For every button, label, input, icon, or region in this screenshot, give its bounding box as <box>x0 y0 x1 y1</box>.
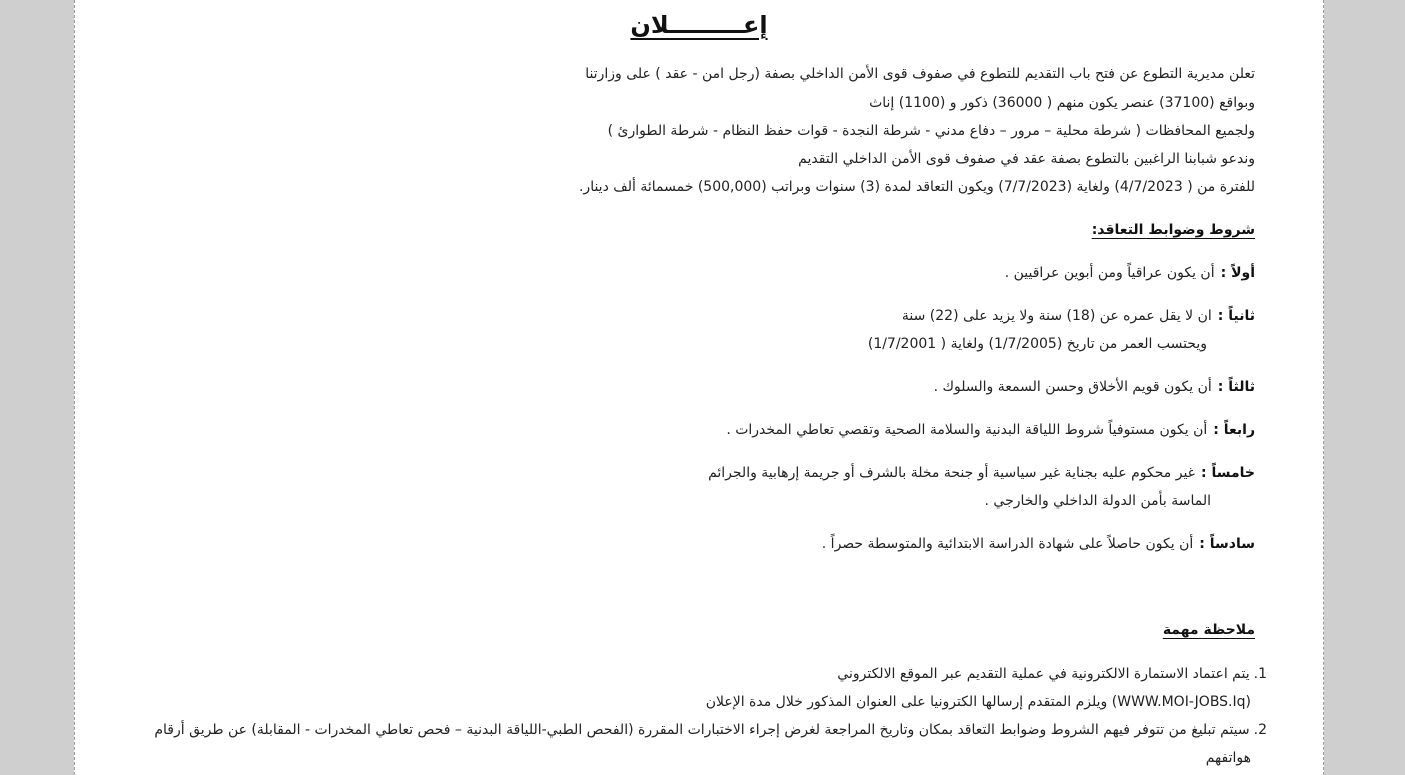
document-page <box>74 0 1324 775</box>
intro-line: ولجميع المحافظات ( شرطة محلية – مرور – دفاع مدني - شرطة النجدة - قوات حفظ النظام - شرطة الطوارئ ) <box>607 123 1255 139</box>
note-continuation: هواتفهم <box>1205 750 1251 766</box>
condition-label: رابعاً : <box>1213 422 1255 438</box>
announcement-title: إعـــــــــلان <box>630 11 768 39</box>
note-number: 2. <box>1253 722 1267 738</box>
condition-label: سادساً : <box>1199 536 1255 552</box>
note-text: سيتم تبليغ من تتوفر فيهم الشروط وضوابط التعاقد بمكان وتاريخ المراجعة لغرض إجراء الاختبارات المقررة (الفحص الطبي-اللياقة البدنية – فحص تعاطي المخدرات - المقابلة) عن طريق أرقام <box>154 722 1250 738</box>
intro-line: للفترة من ( 4/7/2023) ولغاية (7/7/2023) ويكون التعاقد لمدة (3) سنوات وبراتب (500,000) خمسمائة ألف دينار. <box>578 179 1255 195</box>
note-number: 1. <box>1253 666 1267 682</box>
intro-line: وبواقع (37100) عنصر يكون منهم ( 36000) ذكور و (1100) إناث <box>869 95 1255 111</box>
condition-text: أن يكون قويم الأخلاق وحسن السمعة والسلوك . <box>933 379 1212 395</box>
condition-item <box>934 377 1255 397</box>
condition-continuation: الماسة بأمن الدولة الداخلي والخارجي . <box>984 493 1211 509</box>
condition-item <box>708 463 1255 483</box>
condition-label: خامساً : <box>1201 465 1255 481</box>
intro-line: تعلن مديرية التطوع عن فتح باب التقديم للتطوع في صفوف قوى الأمن الداخلي بصفة (رجل امن - عقد ) على وزارتنا <box>585 66 1255 82</box>
note-item <box>837 664 1267 684</box>
intro-line: وندعو شبابنا الراغبين بالتطوع بصفة عقد في صفوف قوى الأمن الداخلي التقديم <box>798 151 1255 167</box>
condition-text: ان لا يقل عمره عن (18) سنة ولا يزيد على (22) سنة <box>901 308 1212 324</box>
condition-label: أولاً : <box>1220 265 1255 281</box>
condition-text: أن يكون عراقياً ومن أبوين عراقيين . <box>1004 265 1215 281</box>
note-text: يتم اعتماد الاستمارة الالكترونية في عملية التقديم عبر الموقع الالكتروني <box>837 666 1250 682</box>
condition-continuation: ويحتسب العمر من تاريخ (1/7/2005) ولغاية ( 1/7/2001) <box>867 336 1207 352</box>
condition-label: ثالثاً : <box>1217 379 1255 395</box>
condition-item <box>902 306 1255 326</box>
condition-item <box>1005 263 1255 283</box>
condition-text: غير محكوم عليه بجناية غير سياسية أو جنحة مخلة بالشرف أو جريمة إرهابية والجرائم <box>708 465 1195 481</box>
condition-label: ثانياً : <box>1217 308 1255 324</box>
note-item <box>154 720 1267 740</box>
conditions-heading: شروط وضوابط التعاقد: <box>1091 222 1255 238</box>
condition-item <box>822 534 1255 554</box>
condition-text: أن يكون حاصلاً على شهادة الدراسة الابتدائية والمتوسطة حصراً . <box>821 536 1194 552</box>
condition-text: أن يكون مستوفياً شروط اللياقة البدنية والسلامة الصحية وتقصي تعاطي المخدرات . <box>726 422 1208 438</box>
note-continuation: (WWW.MOI-JOBS.Iq) ويلزم المتقدم إرسالها الكترونيا على العنوان المذكور خلال مدة الإعلان <box>705 694 1251 710</box>
condition-item <box>726 420 1255 440</box>
note-heading: ملاحظة مهمة <box>1162 622 1255 638</box>
